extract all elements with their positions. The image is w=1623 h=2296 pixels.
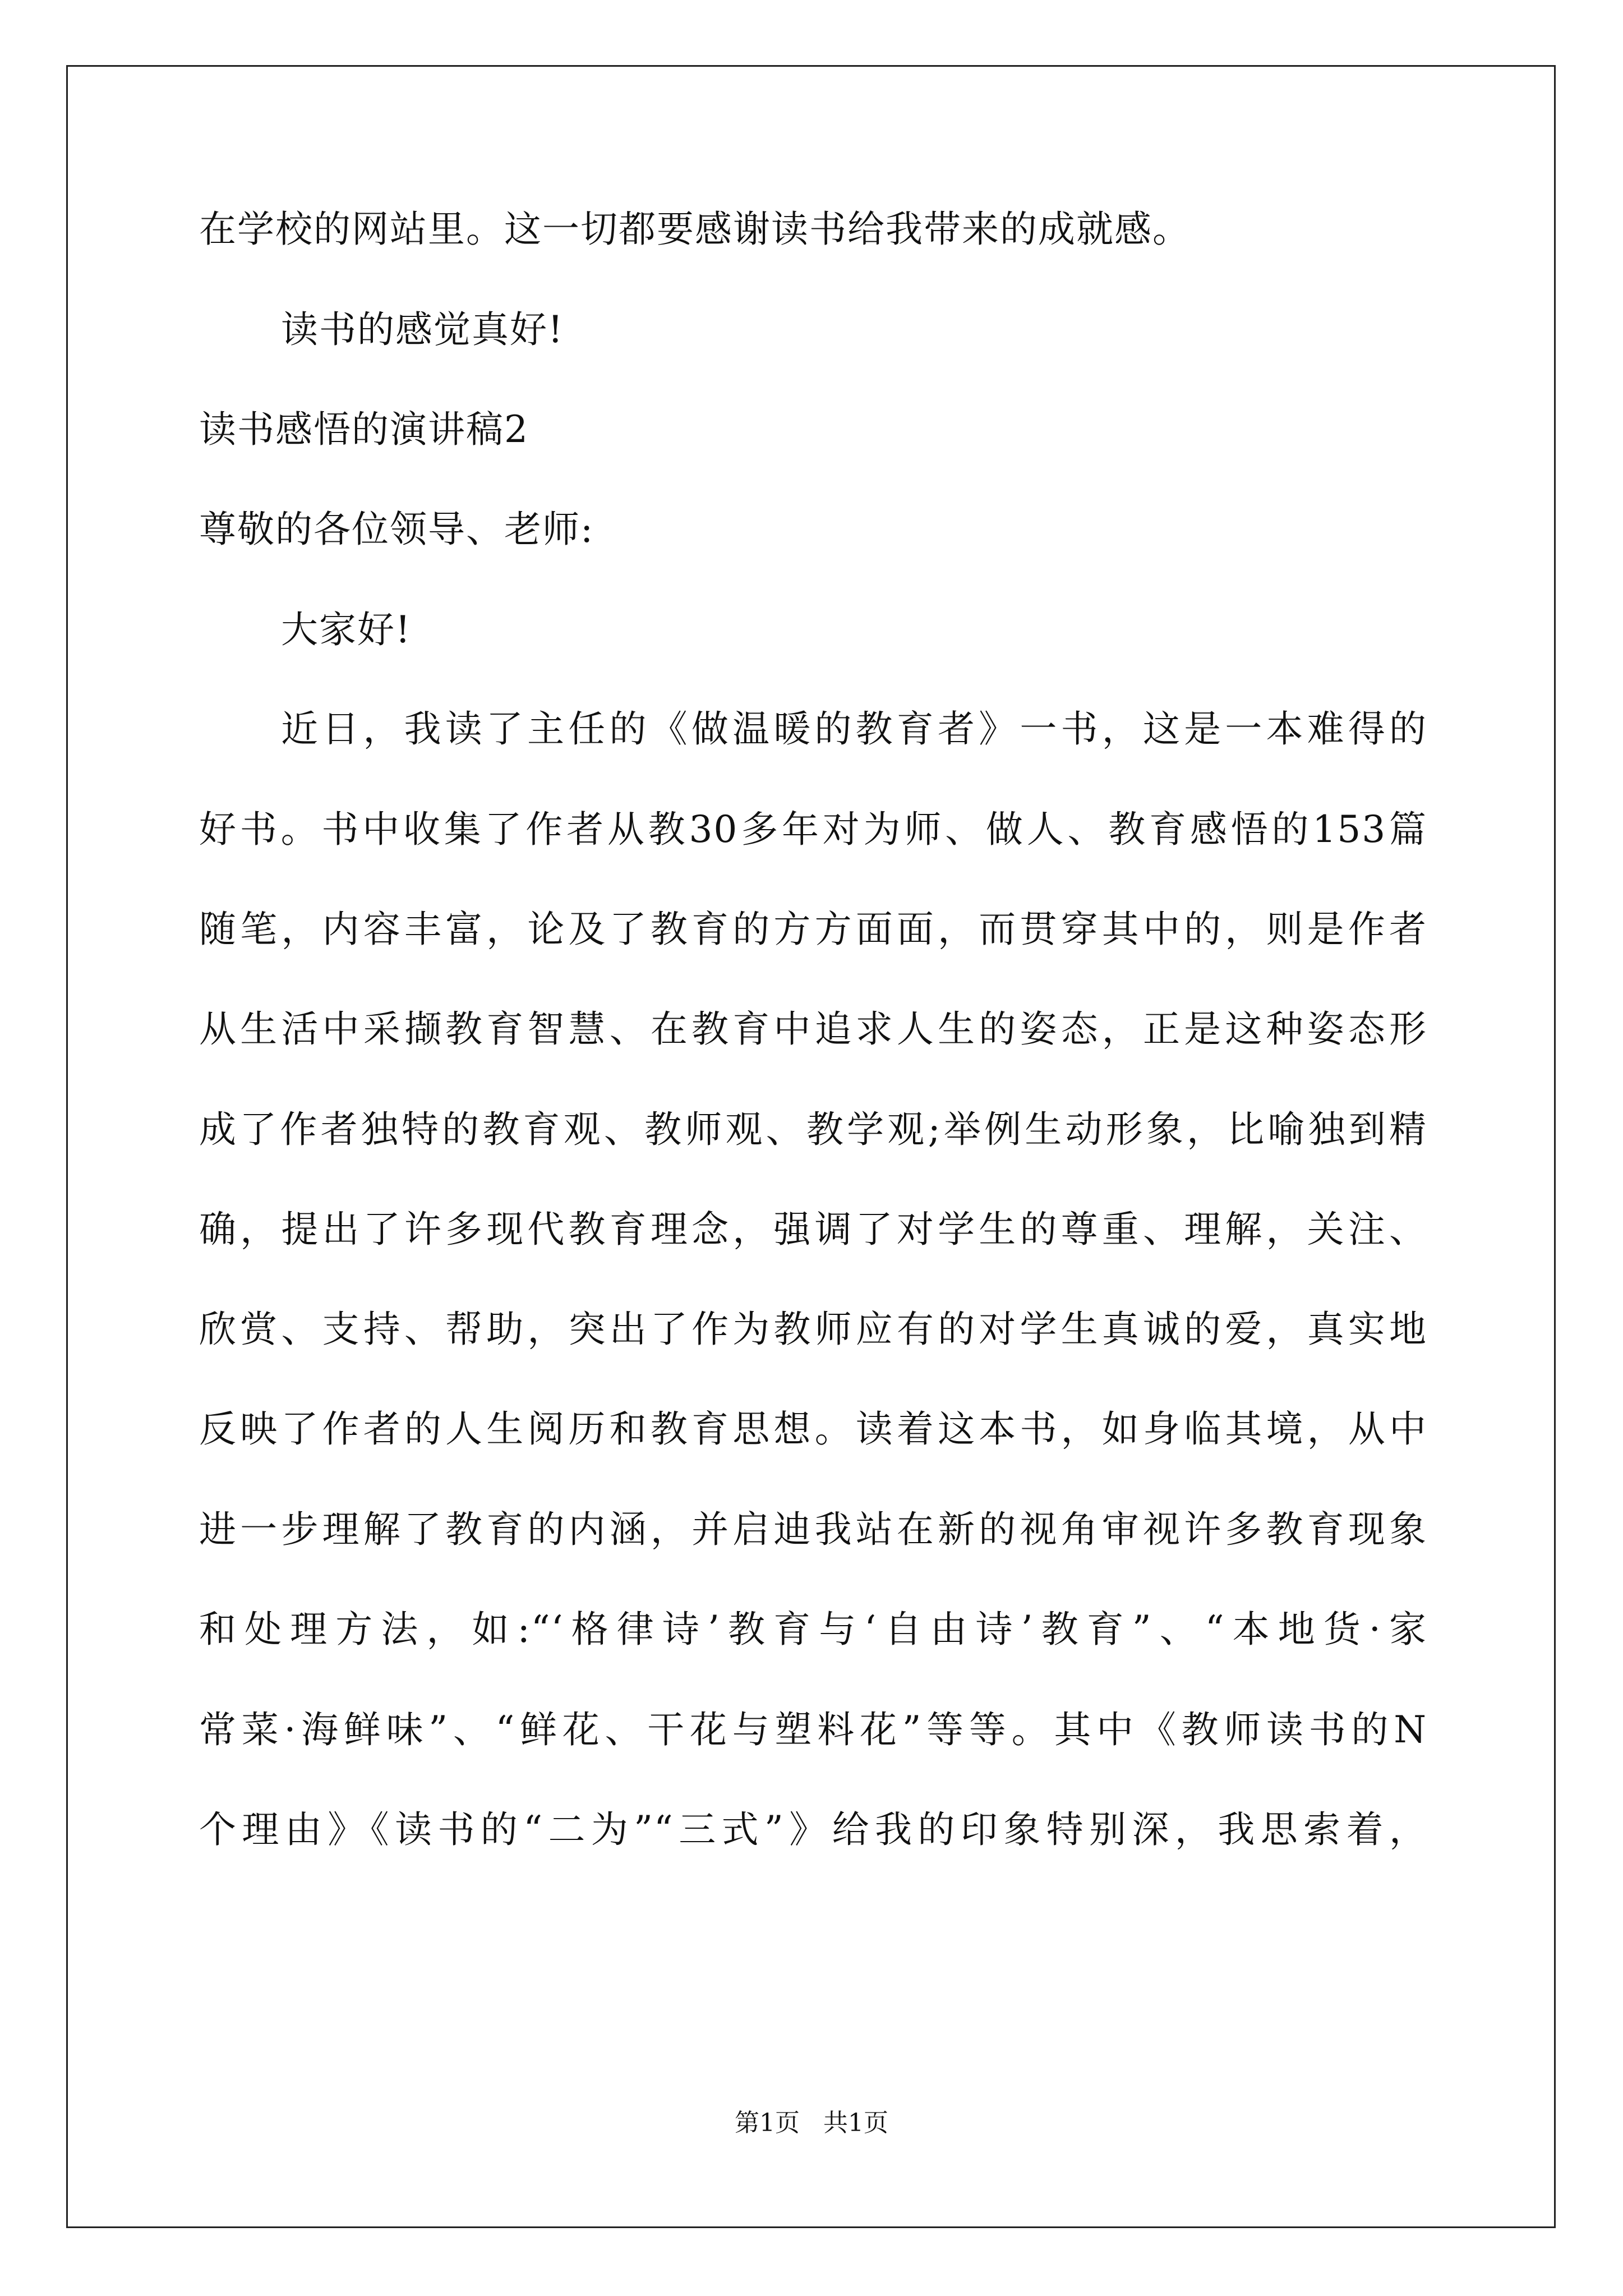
text-line: 常菜·海鲜味”、“鲜花、干花与塑料花”等等。其中《教师读书的N xyxy=(199,1708,1427,1751)
text-line: 成了作者独特的教育观、教师观、教学观;举例生动形象，比喻独到精 xyxy=(199,1108,1427,1151)
salutation: 尊敬的各位领导、老师: xyxy=(199,508,594,551)
section-title: 读书感悟的演讲稿2 xyxy=(199,408,529,451)
text-line: 在学校的网站里。这一切都要感谢读书给我带来的成就感。 xyxy=(199,208,1191,251)
text-line: 确，提出了许多现代教育理念，强调了对学生的尊重、理解，关注、 xyxy=(199,1208,1427,1251)
text-line: 好书。书中收集了作者从教30多年对为师、做人、教育感悟的153篇 xyxy=(199,808,1427,851)
page-number-footer: 第1页 共1页 xyxy=(735,2109,888,2137)
text-line: 进一步理解了教育的内涵，并启迪我站在新的视角审视许多教育现象 xyxy=(199,1508,1427,1551)
text-line: 欣赏、支持、帮助，突出了作为教师应有的对学生真诚的爱，真实地 xyxy=(199,1308,1427,1351)
text-line: 和处理方法，如:“‘格律诗’教育与‘自由诗’教育”、“本地货·家 xyxy=(199,1608,1427,1651)
text-line: 随笔，内容丰富，论及了教育的方方面面，而贯穿其中的，则是作者 xyxy=(199,908,1427,951)
greeting: 大家好! xyxy=(281,608,412,651)
text-line: 个理由》《读书的“二为”“三式”》给我的印象特别深，我思索着， xyxy=(199,1808,1427,1851)
text-line: 反映了作者的人生阅历和教育思想。读着这本书，如身临其境，从中 xyxy=(199,1407,1427,1451)
text-line: 近日，我读了主任的《做温暖的教育者》一书，这是一本难得的 xyxy=(281,707,1427,751)
text-line: 从生活中采撷教育智慧、在教育中追求人生的姿态，正是这种姿态形 xyxy=(199,1007,1427,1051)
text-line: 读书的感觉真好! xyxy=(281,308,564,351)
